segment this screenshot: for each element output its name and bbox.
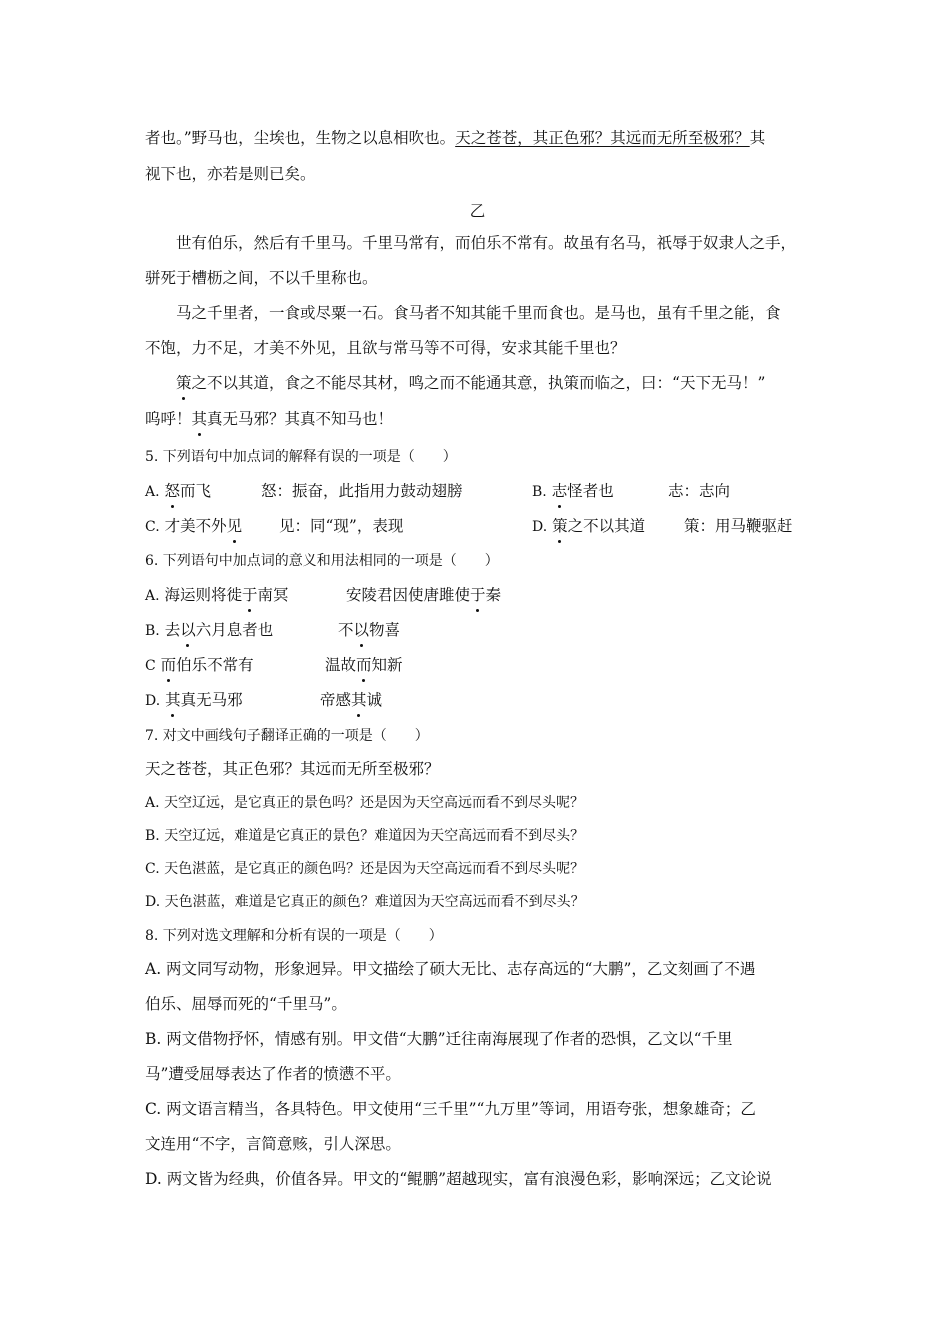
- text: 安陵君因使唐雎使: [346, 586, 471, 604]
- text: 去: [164, 621, 181, 639]
- dotted-char: 其: [191, 410, 208, 428]
- dotted-char: 以: [180, 621, 196, 639]
- q6-d-second: [320, 689, 382, 711]
- q8-option-a-line1: A. 两文同写动物，形象迥异。甲文描绘了硕大无比、志存高远的“大鹏”，乙文刻画了不遇: [145, 960, 756, 978]
- text: 之不以其道，食之不能尽其材，鸣之而不能通其意，执策而临之，曰：“天下无马！”: [191, 374, 766, 392]
- dotted-char: 以: [353, 621, 370, 639]
- q8-option-c-line2: 文连用“不字，言简意赅，引人深思。: [145, 1135, 401, 1153]
- text: 不: [338, 621, 354, 639]
- dotted-char: 而: [356, 656, 372, 674]
- option-label: B.: [145, 623, 160, 639]
- option-label: C: [145, 658, 156, 674]
- text: 物喜: [369, 621, 401, 639]
- dotted-char: 见: [226, 517, 243, 535]
- q8-option-c-line1: C. 两文语言精当，各具特色。甲文使用“三千里”“九万里”等词，用语夸张，想象雄奇；乙: [145, 1100, 756, 1118]
- q7-stem: 7. 对文中画线句子翻译正确的一项是（ ）: [145, 728, 429, 744]
- yi-p3-line1: [176, 372, 765, 394]
- yi-p1-line1: 世有伯乐，然后有千里马。千里马常有，而伯乐不常有。故虽有名马，祇辱于奴隶人之手，: [176, 234, 797, 252]
- option-label: C.: [145, 519, 160, 535]
- text: 六月息者也: [195, 621, 274, 639]
- text: 其: [749, 129, 766, 147]
- text: 真无马邪？其真不知马也！: [207, 410, 394, 428]
- q5-d-explanation: 策：用马鞭驱赶: [684, 517, 793, 535]
- text: 怪者也: [567, 482, 614, 500]
- text: 伯乐不常有: [176, 656, 254, 674]
- q8-option-d-line1: D. 两文皆为经典，价值各异。甲文的“鲲鹏”超越现实，富有浪漫色彩，影响深远；乙文论说: [145, 1170, 772, 1188]
- text: 真无马邪: [180, 691, 243, 709]
- q7-option-d: D. 天色湛蓝，难道是它真正的颜色？难道因为天空高远而看不到尽头？: [145, 894, 585, 910]
- dotted-char: 其: [351, 691, 367, 709]
- q6-option-d: [145, 689, 243, 712]
- dotted-char: 志: [551, 482, 568, 500]
- jia-line-1: [145, 127, 765, 149]
- q6-option-c: [145, 654, 254, 677]
- q8-option-b-line1: B. 两文借物抒怀，情感有别。甲文借“大鹏”迁往南海展现了作者的恐惧，乙文以“千里: [145, 1030, 733, 1048]
- dotted-char: 而: [160, 656, 177, 674]
- q6-stem: 6. 下列语句中加点词的意义和用法相同的一项是（ ）: [145, 553, 499, 569]
- text: 者也。”野马也，尘埃也，生物之以息相吹也。: [145, 129, 456, 147]
- text: 之不以其道: [567, 517, 646, 535]
- dotted-char: 于: [242, 586, 258, 604]
- q5-c-explanation: 见：同“现”，表现: [279, 517, 404, 535]
- option-label: A.: [145, 484, 160, 500]
- yi-p2-line2: 不饱，力不足，才美不外见，且欲与常马等不可得，安求其能千里也？: [145, 339, 626, 357]
- q6-a-second: [346, 584, 501, 606]
- q8-option-a-line2: 伯乐、屈辱而死的“千里马”。: [145, 995, 347, 1013]
- q5-b-explanation: 志：志向: [668, 482, 731, 500]
- text: 帝感: [320, 691, 352, 709]
- text: 诚: [366, 691, 383, 709]
- q5-option-c: [145, 515, 242, 538]
- q5-option-b: [532, 480, 614, 503]
- q5-option-a: [145, 480, 211, 503]
- q6-b-second: [338, 619, 400, 641]
- q6-c-second: [325, 654, 403, 676]
- yi-p2-line1: 马之千里者，一食或尽粟一石。食马者不知其能千里而食也。是马也，虽有千里之能，食: [176, 304, 781, 322]
- option-label: D.: [532, 519, 548, 535]
- dotted-char: 策: [552, 517, 568, 535]
- yi-p1-line2: 骈死于槽枥之间，不以千里称也。: [145, 269, 378, 287]
- q7-option-a: A. 天空辽远，是它真正的景色吗？还是因为天空高远而看不到尽头呢？: [145, 795, 585, 811]
- text: 才美不外: [164, 517, 227, 535]
- dotted-char: 于: [470, 586, 486, 604]
- text: 知新: [371, 656, 403, 674]
- q7-sentence: 天之苍苍，其正色邪？其远而无所至极邪？: [145, 760, 440, 778]
- q6-option-b: [145, 619, 273, 642]
- text: 而飞: [180, 482, 212, 500]
- q8-stem: 8. 下列对选文理解和分析有误的一项是（ ）: [145, 928, 443, 944]
- option-label: A.: [145, 588, 160, 604]
- q6-option-a: [145, 584, 289, 607]
- text: 温故: [325, 656, 357, 674]
- q7-option-c: C. 天色湛蓝，是它真正的颜色吗？还是因为天空高远而看不到尽头呢？: [145, 861, 585, 877]
- jia-line-2: 视下也，亦若是则已矣。: [145, 165, 316, 183]
- dotted-char: 策: [176, 374, 192, 392]
- q5-a-explanation: 怒：振奋，此指用力鼓动翅膀: [261, 482, 463, 500]
- dotted-char: 怒: [164, 482, 181, 500]
- option-label: B.: [532, 484, 547, 500]
- dotted-char: 其: [165, 691, 181, 709]
- q5-stem: 5. 下列语句中加点词的解释有误的一项是（ ）: [145, 449, 457, 465]
- q8-option-b-line2: 马”遭受屈辱表达了作者的愤懑不平。: [145, 1065, 401, 1083]
- underlined-sentence: 天之苍苍，其正色邪？其远而无所至极邪？: [455, 129, 750, 147]
- text: 海运则将徙: [164, 586, 243, 604]
- text: 南冥: [257, 586, 289, 604]
- section-title-yi: 乙: [469, 202, 486, 220]
- q7-option-b: B. 天空辽远，难道是它真正的景色？难道因为天空高远而看不到尽头？: [145, 828, 585, 844]
- q5-option-d: [532, 515, 645, 538]
- yi-p3-line2: [145, 408, 393, 430]
- option-label: D.: [145, 693, 161, 709]
- text: 秦: [485, 586, 502, 604]
- text: 呜呼！: [145, 410, 192, 428]
